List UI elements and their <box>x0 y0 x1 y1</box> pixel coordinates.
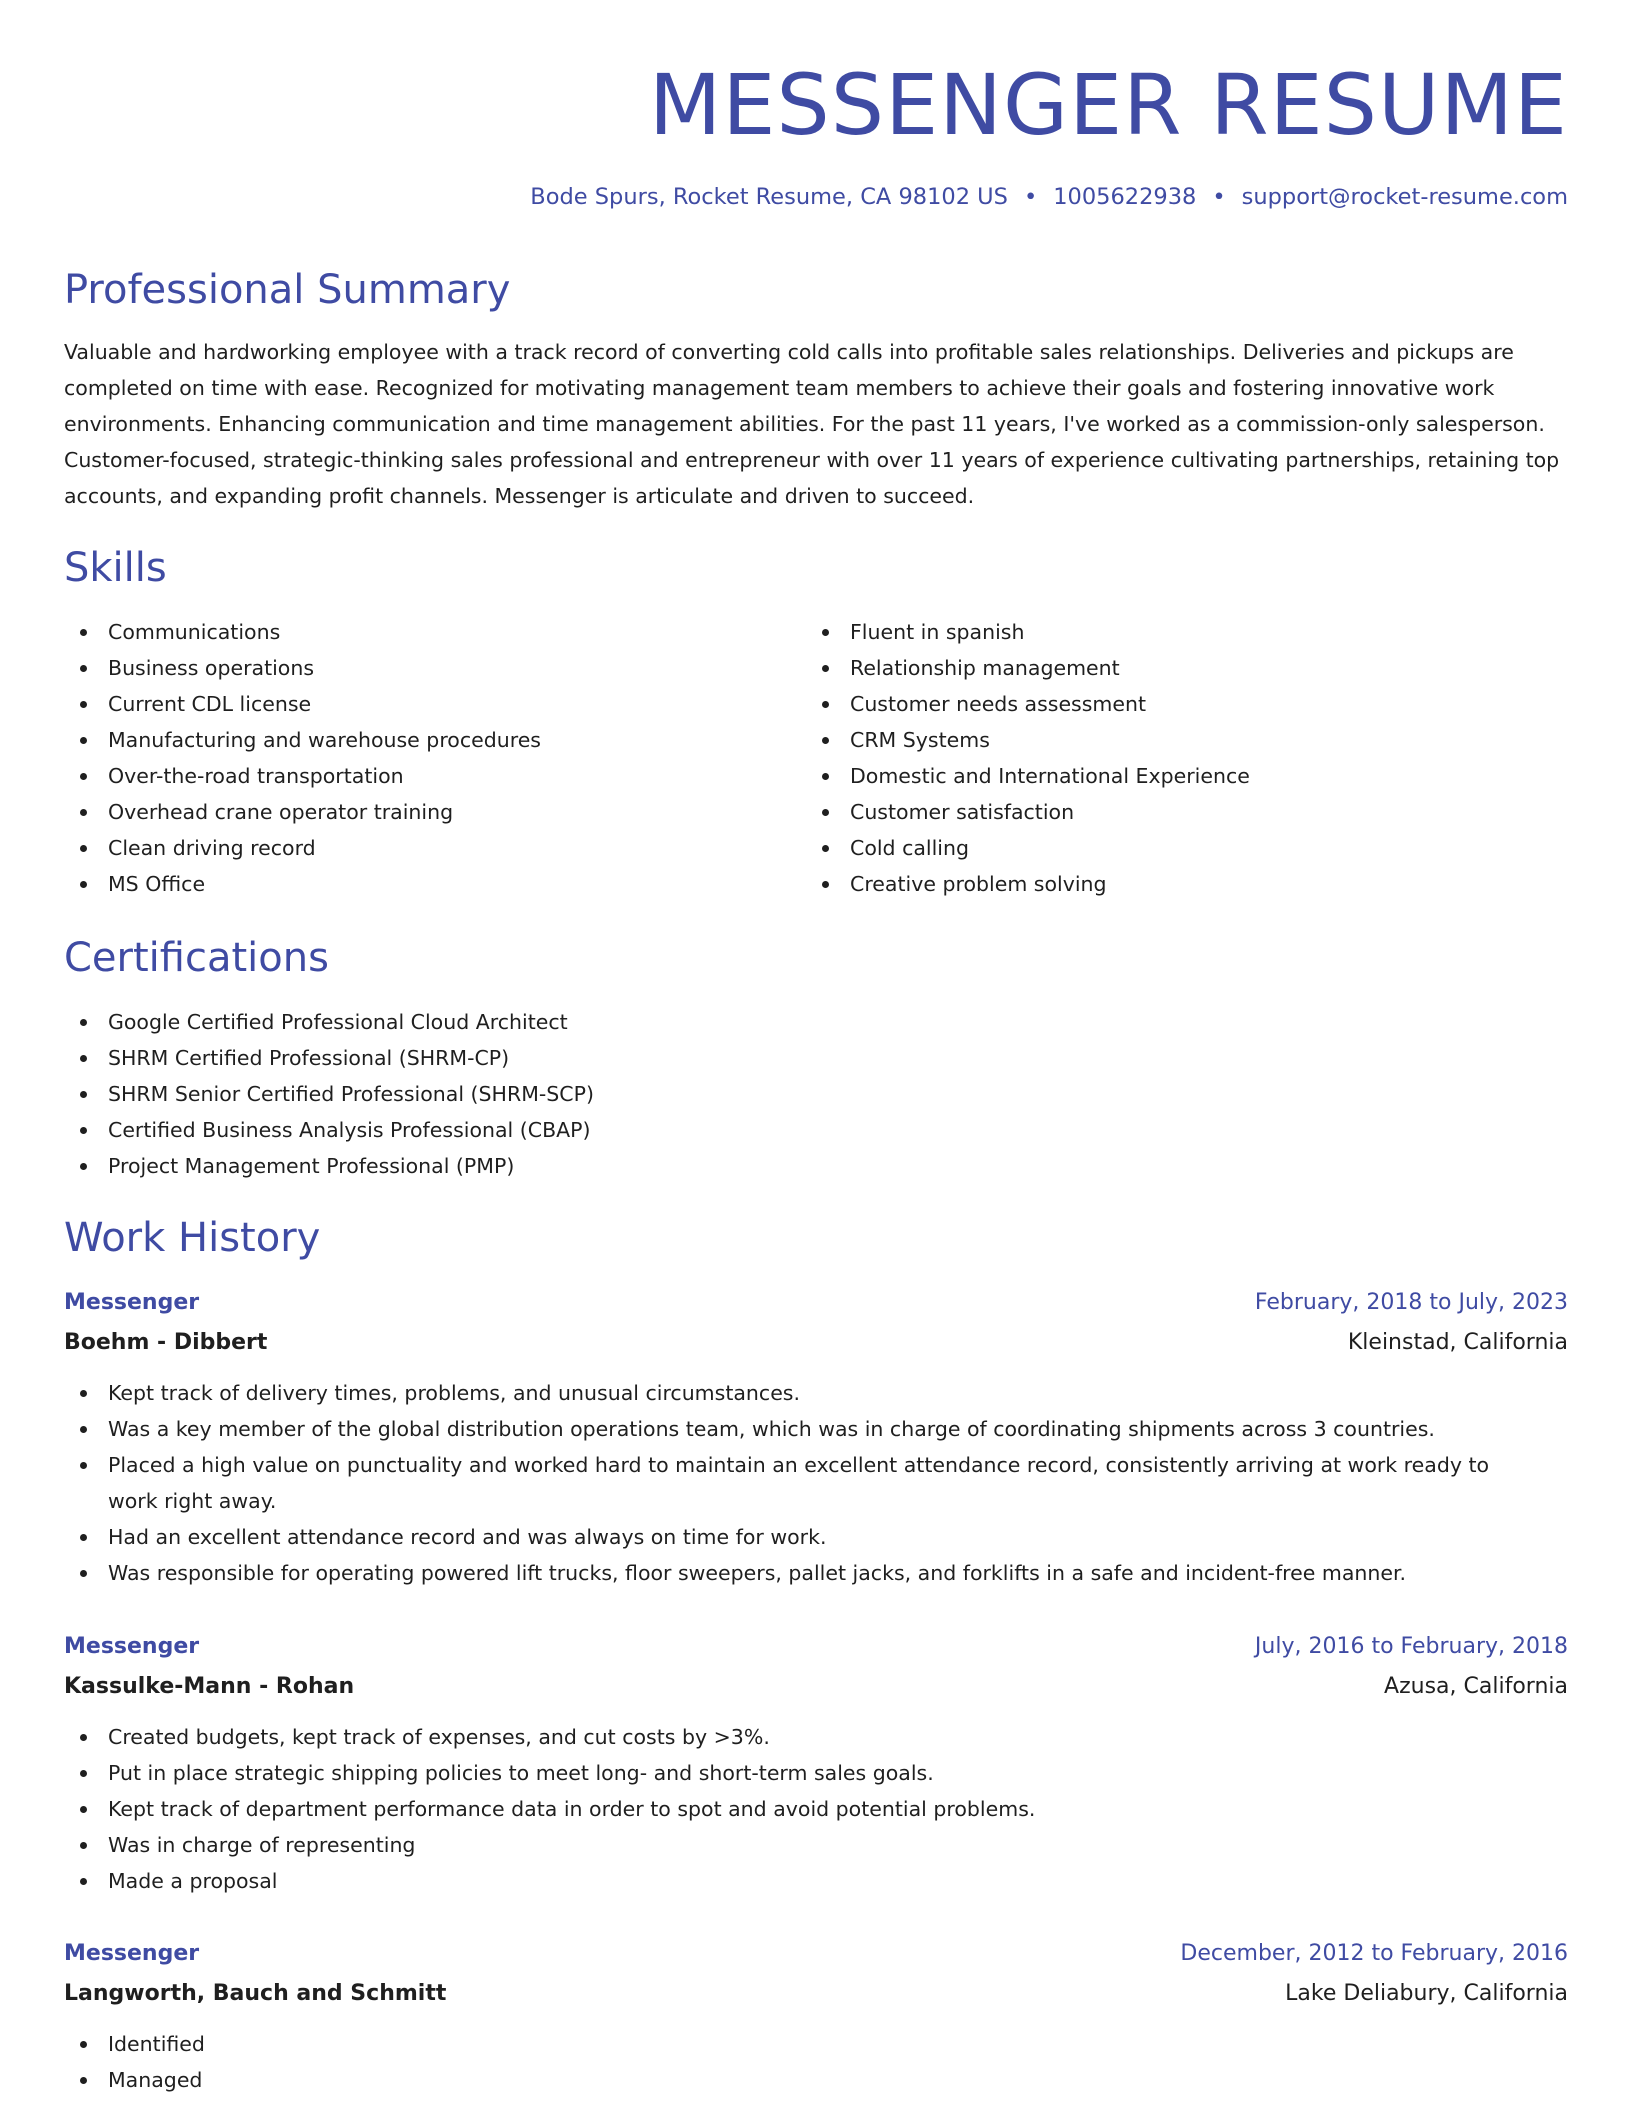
job-location: Lake Deliabury, California <box>1285 1981 1568 2006</box>
skills-heading: Skills <box>64 545 167 591</box>
contact-line <box>530 180 1568 214</box>
certification-item: SHRM Senior Certified Professional (SHRM-SCP) <box>64 1076 1064 1112</box>
job-dates: December, 2012 to February, 2016 <box>1180 1941 1568 1966</box>
skill-item: Clean driving record <box>64 830 764 866</box>
job-title: Messenger <box>64 1634 200 1659</box>
certification-item: Google Certified Professional Cloud Architect <box>64 1004 1064 1040</box>
skill-item: MS Office <box>64 866 764 902</box>
job-bullet: Placed a high value on punctuality and worked hard to maintain an excellent attendance record, consistently arriving at work ready to work right away. <box>64 1447 1544 1519</box>
skill-item: Customer needs assessment <box>806 686 1506 722</box>
skills-list-left <box>64 614 764 902</box>
job-bullets <box>64 1375 1544 1591</box>
skill-item: Communications <box>64 614 764 650</box>
job-bullet: Was a key member of the global distribution operations team, which was in charge of coordinating shipments across 3 countries. <box>64 1411 1544 1447</box>
certification-item: Project Management Professional (PMP) <box>64 1148 1064 1184</box>
summary-heading: Professional Summary <box>64 267 511 313</box>
resume-name: MESSENGER RESUME <box>648 56 1568 154</box>
job-location: Kleinstad, California <box>1347 1330 1568 1355</box>
job-bullet: Kept track of department performance data in order to spot and avoid potential problems. <box>64 1791 1544 1827</box>
skills-list-right <box>806 614 1506 902</box>
skill-item: Current CDL license <box>64 686 764 722</box>
job-bullet: Managed <box>64 2062 1544 2098</box>
skill-item: Cold calling <box>806 830 1506 866</box>
job-bullet: Created budgets, kept track of expenses, and cut costs by >3%. <box>64 1719 1544 1755</box>
job-dates: February, 2018 to July, 2023 <box>1254 1290 1568 1315</box>
job-bullet: Put in place strategic shipping policies to meet long- and short-term sales goals. <box>64 1755 1544 1791</box>
job-bullet: Made a proposal <box>64 1863 1544 1899</box>
job-bullet: Was in charge of representing <box>64 1827 1544 1863</box>
resume-page <box>64 0 1568 2112</box>
skill-item: Over-the-road transportation <box>64 758 764 794</box>
certifications-heading: Certifications <box>64 935 329 981</box>
job-company: Kassulke-Mann - Rohan <box>64 1674 355 1699</box>
job-bullet: Had an excellent attendance record and was always on time for work. <box>64 1519 1544 1555</box>
skill-item: Relationship management <box>806 650 1506 686</box>
skill-item: Creative problem solving <box>806 866 1506 902</box>
job-bullet: Identified <box>64 2026 1544 2062</box>
skill-item: Domestic and International Experience <box>806 758 1506 794</box>
job-company: Langworth, Bauch and Schmitt <box>64 1981 447 2006</box>
skill-item: Fluent in spanish <box>806 614 1506 650</box>
job-dates: July, 2016 to February, 2018 <box>1254 1634 1568 1659</box>
contact-email: support@rocket-resume.com <box>1241 184 1568 210</box>
skill-item: Business operations <box>64 650 764 686</box>
certification-item: Certified Business Analysis Professional (CBAP) <box>64 1112 1064 1148</box>
contact-address: Bode Spurs, Rocket Resume, CA 98102 US <box>530 184 1008 210</box>
job-title: Messenger <box>64 1290 200 1315</box>
job-bullet: Was responsible for operating powered lift trucks, floor sweepers, pallet jacks, and forklifts in a safe and incident-free manner. <box>64 1555 1544 1591</box>
job-entry <box>64 1627 1568 1899</box>
skill-item: Overhead crane operator training <box>64 794 764 830</box>
skill-item: Customer satisfaction <box>806 794 1506 830</box>
job-entry <box>64 1934 1568 2098</box>
skill-item: Manufacturing and warehouse procedures <box>64 722 764 758</box>
job-bullets <box>64 1719 1544 1899</box>
job-bullets <box>64 2026 1544 2098</box>
job-company: Boehm - Dibbert <box>64 1330 268 1355</box>
job-bullet: Kept track of delivery times, problems, and unusual circumstances. <box>64 1375 1544 1411</box>
job-entry <box>64 1283 1568 1591</box>
contact-separator: • <box>1023 184 1038 210</box>
contact-phone: 1005622938 <box>1053 184 1197 210</box>
job-location: Azusa, California <box>1384 1674 1568 1699</box>
skill-item: CRM Systems <box>806 722 1506 758</box>
contact-separator: • <box>1212 184 1226 210</box>
summary-text: Valuable and hardworking employee with a track record of converting cold calls into profitable sales relationships. Deliveries and pickups are completed on time with ease. Recognized for motivating management team members to achieve their goals and fostering innovative work environments. Enhancing communication and time management abilities. For the past 11 years, I've worked as a commission-only salesperson. Customer-focused, strategic-thinking sales professional and entrepreneur with over 11 years of experience cultivating partnerships, retaining top accounts, and expanding profit channels. Messenger is articulate and driven to succeed. <box>64 340 1560 508</box>
work-history-heading: Work History <box>64 1215 321 1261</box>
certification-item: SHRM Certified Professional (SHRM-CP) <box>64 1040 1064 1076</box>
job-title: Messenger <box>64 1941 200 1966</box>
certifications-list <box>64 1004 1064 1184</box>
